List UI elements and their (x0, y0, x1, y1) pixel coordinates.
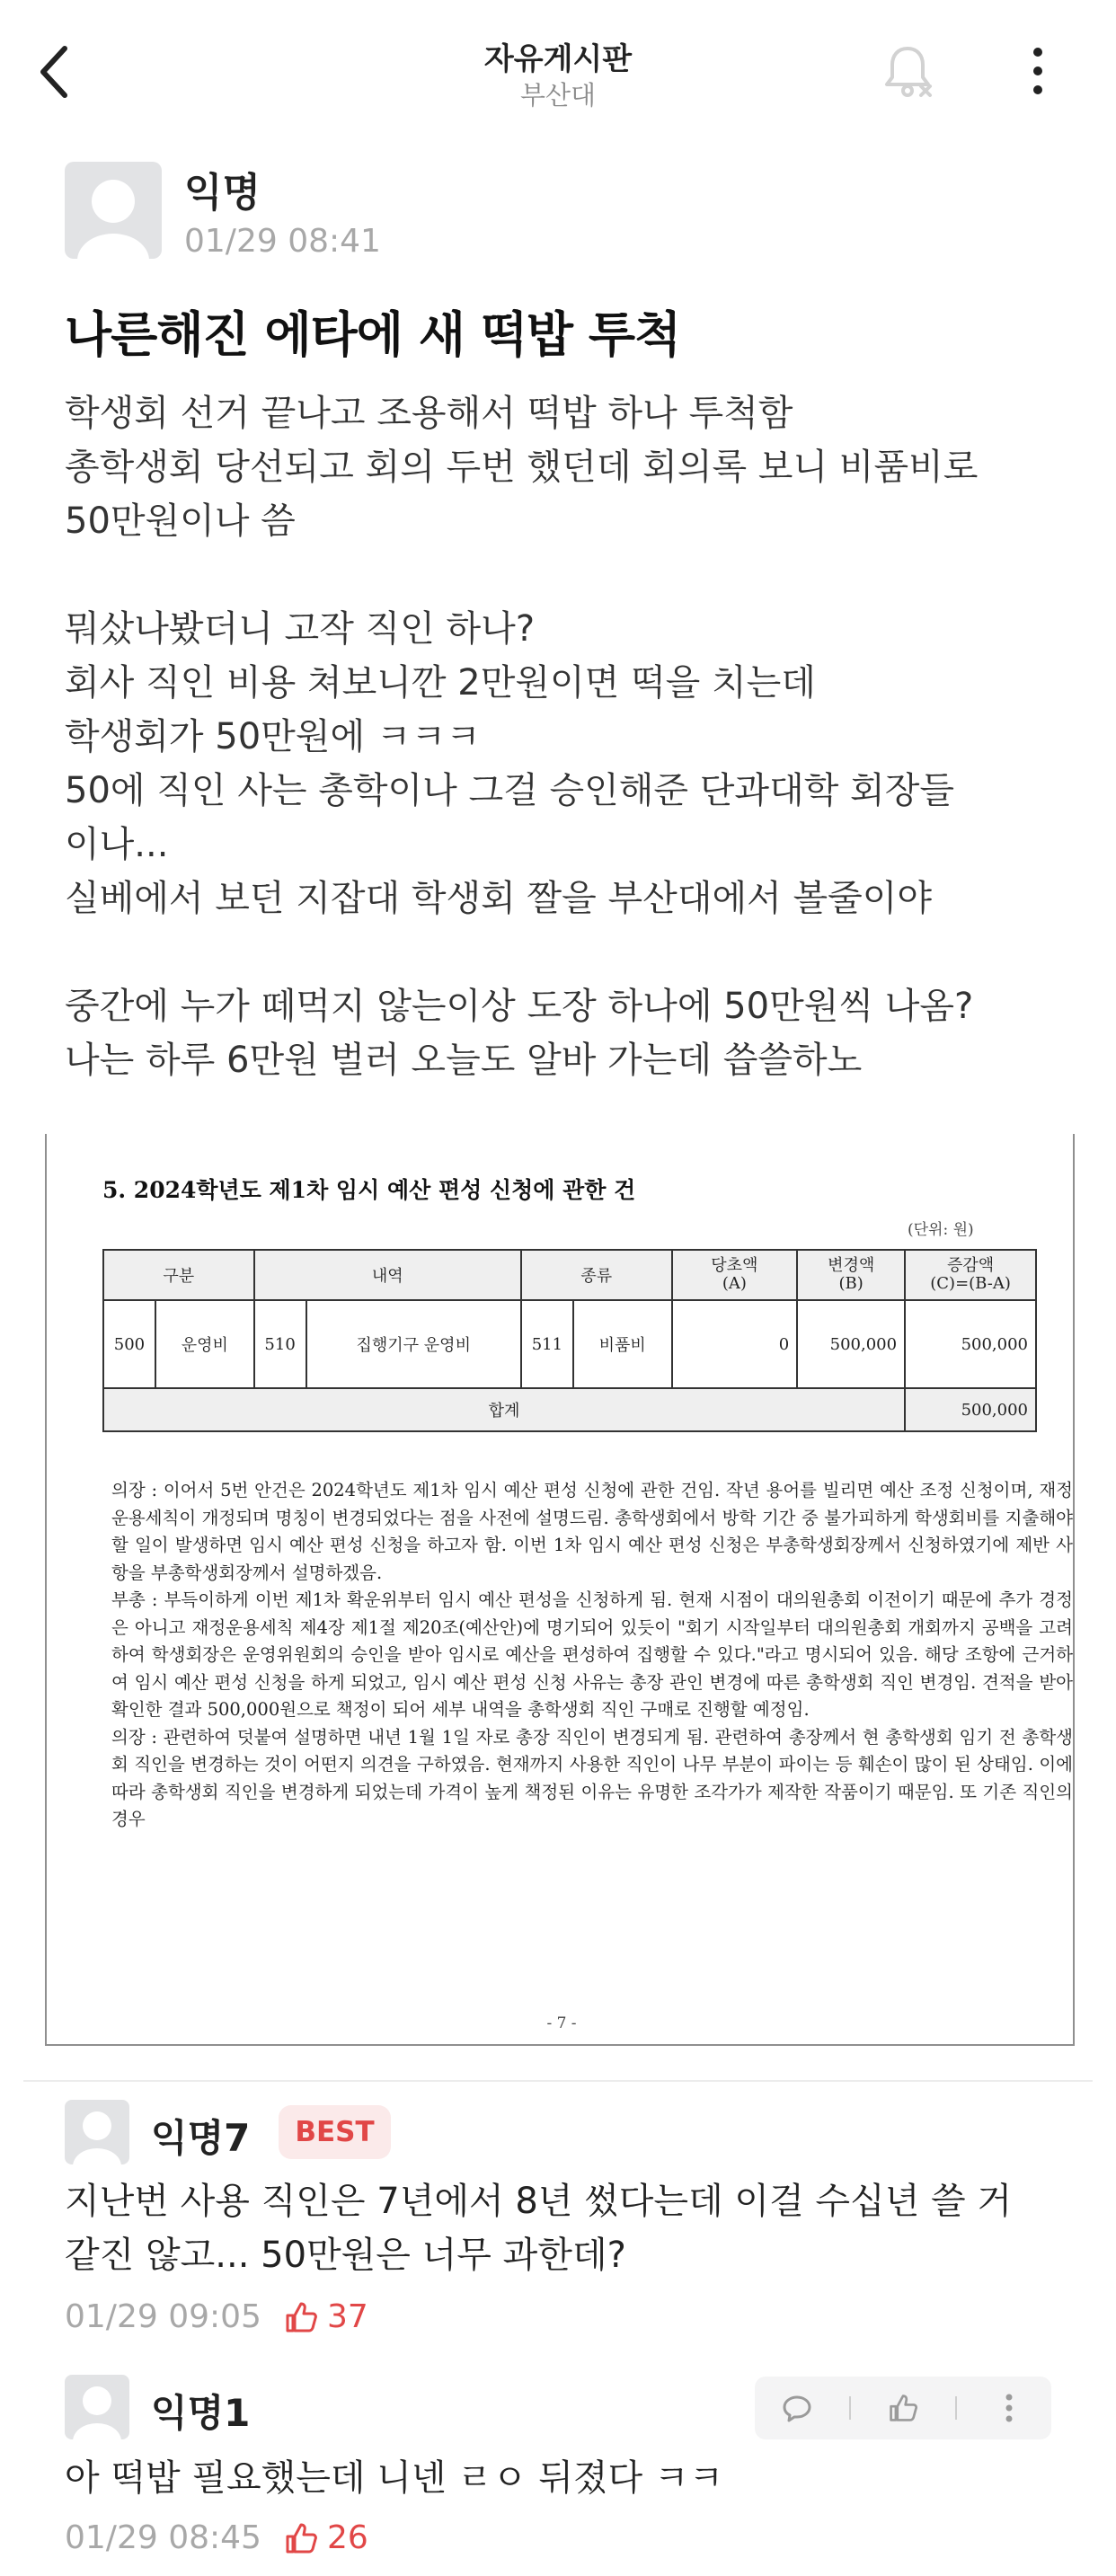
header-original: 당초액 (A) (672, 1250, 798, 1300)
cell-changed: 500,000 (797, 1300, 905, 1388)
post-title: 나른해진 에타에 새 떡밥 투척 (65, 306, 681, 363)
comment-timestamp: 01/29 08:45 (65, 2519, 261, 2556)
header-changed: 변경액 (B) (797, 1250, 905, 1300)
post-line: 이나... (65, 824, 169, 865)
post-line: 중간에 누가 떼먹지 않는이상 도장 하나에 50만원씩 나옴? (65, 986, 974, 1027)
attached-document-image[interactable] (45, 1134, 1075, 2046)
sum-label: 합계 (103, 1388, 905, 1431)
post-line: 회사 직인 비용 쳐보니깐 2만원이면 떡을 치는데 (65, 662, 816, 704)
comment-more-button[interactable] (978, 2377, 1041, 2439)
reply-button[interactable] (766, 2377, 828, 2439)
post-line: 실베에서 보던 지잡대 학생회 짤을 부산대에서 볼줄이야 (65, 878, 933, 919)
separator (849, 2396, 851, 2420)
budget-table (102, 1249, 1037, 1432)
minutes-paragraph: 의장 : 관련하여 덧붙여 설명하면 내년 1월 1일 자로 총장 직인이 변경되게 됨. 관련하여 총장께서 현 총학생회 임기 전 총학생회 직인을 변경하는 것이 어떤지 의견을 구하였음. 현재까지 사용한 직인이 나무 부분이 파이는 등 훼손이 많이 된 상태임. 이에 따라 총학생회 직인을 변경하게 되었는데 가격이 높게 책정된 이유는 유명한 조각가가 제작한 작품이기 때문임. 또 기존 직인의 경우 (111, 1726, 1073, 1829)
comment-action-bar (755, 2377, 1051, 2439)
speech-bubble-icon (782, 2393, 812, 2423)
school-name: 부산대 (519, 80, 597, 111)
more-vertical-icon (1015, 40, 1060, 102)
post-line: 나는 하루 6만원 벌러 오늘도 알바 가는데 씁쓸하노 (65, 1040, 863, 1081)
header-diff: 증감액 (C)=(B-A) (905, 1250, 1036, 1300)
post-line: 학생회가 50만원에 ㅋㅋㅋ (65, 716, 481, 757)
header-type: 종류 (521, 1250, 672, 1300)
post-body (65, 386, 1062, 1087)
board-title: 자유게시판 (483, 41, 633, 77)
thumbs-up-icon (284, 2300, 318, 2334)
cell-diff: 500,000 (905, 1300, 1036, 1388)
more-vertical-icon (1000, 2390, 1018, 2426)
cell-type-name: 비품비 (573, 1300, 672, 1388)
thumbs-up-icon (284, 2521, 318, 2555)
cell-detail-name: 집행기구 운영비 (306, 1300, 521, 1388)
top-bar (0, 0, 1116, 144)
minutes-paragraph: 의장 : 이어서 5번 안건은 2024학년도 제1차 임시 예산 편성 신청에 관한 건임. 작년 용어를 빌리면 예산 조정 신청이며, 재정운용세칙이 개정되며 명칭이 변경되었다는 점을 사전에 설명드림. 총학생회에서 방학 기간 중 불가피하게 학생회비를 지출해야 할 일이 발생하면 임시 예산 편성 신청을 하고자 함. 이번 1차 임시 예산 편성 신청은 부총학생회장께서 신청하였기에 제반 사항을 부총학생회장께서 설명하겠음. (111, 1480, 1073, 1583)
comment-avatar (65, 2100, 129, 2164)
post-line: 뭐샀나봤더니 고작 직인 하나? (65, 608, 536, 650)
minutes-paragraph: 부총 : 부득이하게 이번 제1차 확운위부터 임시 예산 편성을 신청하게 됨. 현재 시점이 대의원총회 이전이기 때문에 추가 경정은 아니고 재정운용세칙 제4장 제1절 제20조(예산안)에 명기되어 있듯이 "회기 시작일부터 대의원총회 개회까지 공백을 고려하여 학생회장은 운영위원회의 승인을 받아 임시로 예산을 편성하여 집행할 수 있다."라고 명시되어 있음. 해당 조항에 근거하여 임시 예산 편성 신청을 하게 되었고, 임시 예산 편성 신청 사유는 총장 관인 변경에 따른 총학생회 직인 변경임. 견적을 받아 확인한 결과 500,000원으로 책정이 되어 세부 내역을 총학생회 직인 구매로 진행할 예정임. (111, 1589, 1073, 1720)
header-category: 구분 (103, 1250, 254, 1300)
comment-author: 익명7 (151, 2116, 251, 2160)
bell-off-icon (876, 40, 939, 102)
like-number: 26 (327, 2519, 368, 2556)
best-badge: BEST (279, 2105, 391, 2159)
divider (23, 2080, 1093, 2082)
comment-line: 같진 않고... 50만원은 너무 과한데? (65, 2235, 626, 2276)
notification-toggle-button[interactable] (876, 40, 939, 102)
document-heading: 5. 2024학년도 제1차 임시 예산 편성 신청에 관한 건 (102, 1177, 636, 1203)
cell-type-code: 511 (521, 1300, 573, 1388)
post-timestamp: 01/29 08:41 (184, 223, 381, 260)
cell-original: 0 (672, 1300, 798, 1388)
more-options-button[interactable] (1015, 40, 1060, 102)
default-profile-icon (65, 2375, 129, 2439)
post-author: 익명 (184, 170, 261, 216)
comment-line: 지난번 사용 직인은 7년에서 8년 썼다는데 이걸 수십년 쓸 거 (65, 2181, 1013, 2222)
cell-cat-code: 500 (103, 1300, 155, 1388)
comment-avatar (65, 2375, 129, 2439)
page-number: - 7 - (546, 2014, 577, 2032)
avatar (65, 162, 162, 259)
like-count (284, 2298, 368, 2335)
separator (955, 2396, 957, 2420)
post-line: 50만원이나 씀 (65, 500, 296, 542)
table-sum-row (103, 1388, 1036, 1431)
post-line: 50에 직인 사는 총학이나 그걸 승인해준 단과대학 회장들 (65, 770, 954, 811)
thumbs-up-icon (888, 2393, 918, 2423)
like-count (284, 2519, 368, 2556)
document-unit: (단위: 원) (908, 1221, 974, 1239)
like-number: 37 (327, 2298, 368, 2335)
sum-value: 500,000 (905, 1388, 1036, 1431)
cell-detail-code: 510 (254, 1300, 306, 1388)
default-profile-icon (65, 162, 162, 259)
comment-body (65, 2451, 1062, 2505)
comment-author: 익명1 (151, 2391, 251, 2435)
post-line: 학생회 선거 끝나고 조용해서 떡밥 하나 투척함 (65, 393, 793, 434)
cell-cat-name: 운영비 (155, 1300, 254, 1388)
post-line: 총학생회 당선되고 회의 두번 했던데 회의록 보니 비품비로 (65, 447, 979, 488)
like-button[interactable] (872, 2377, 934, 2439)
table-row (103, 1300, 1036, 1388)
header-detail: 내역 (254, 1250, 521, 1300)
default-profile-icon (65, 2100, 129, 2164)
table-header-row (103, 1250, 1036, 1300)
minutes-text (111, 1477, 1073, 1834)
comment-line: 아 떡밥 필요했는데 니넨 ㄹㅇ 뒤졌다 ㅋㅋ (65, 2457, 724, 2499)
comment-body (65, 2174, 1062, 2282)
comment-timestamp: 01/29 09:05 (65, 2298, 261, 2335)
